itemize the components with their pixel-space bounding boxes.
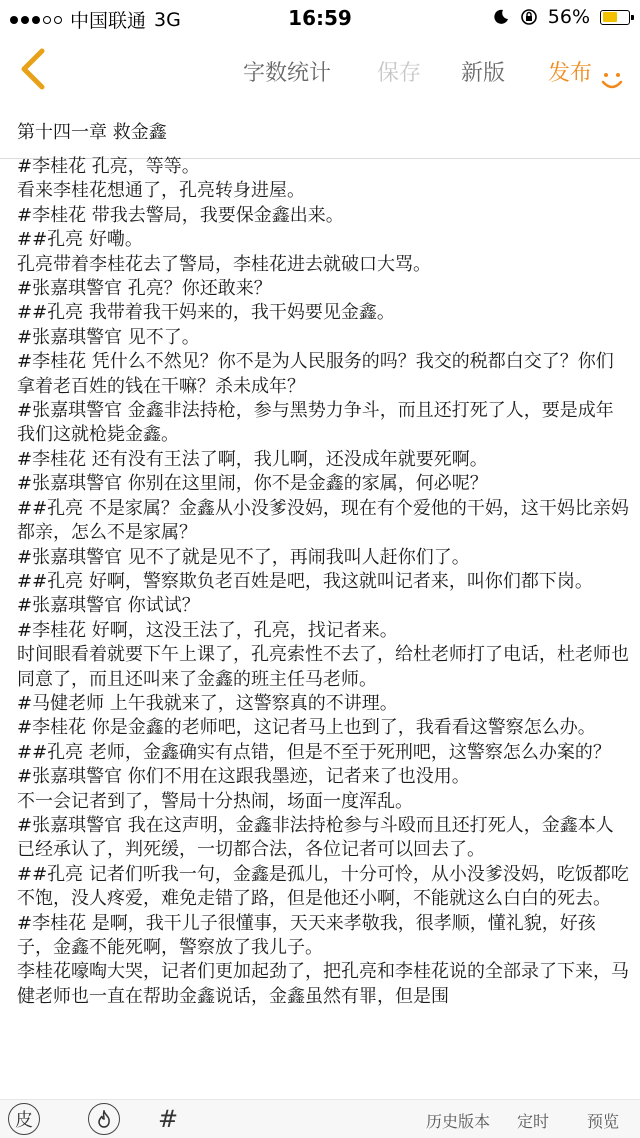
paragraph[interactable]: ##孔亮 老师，金鑫确实有点错，但是不至于死刑吧，这警察怎么办案的？: [17, 741, 611, 763]
paragraph[interactable]: #张嘉琪警官 你试试？: [17, 595, 200, 617]
paragraph[interactable]: 不一会记者到了，警局十分热闹，场面一度浑乱。: [17, 790, 413, 812]
rotation-lock-icon: [520, 8, 538, 26]
network-type: 3G: [154, 8, 181, 31]
hashtag-button[interactable]: #: [158, 1105, 179, 1133]
new-version-button[interactable]: 新版: [461, 61, 506, 86]
paragraph[interactable]: #李桂花 你是金鑫的老师吧，这记者马上也到了，我看看这警察怎么办。: [17, 717, 596, 739]
paragraph[interactable]: #张嘉琪警官 你们不用在这跟我墨迹，记者来了也没用。: [17, 766, 470, 788]
battery-percent: 56%: [547, 6, 590, 28]
timer-button[interactable]: 定时: [517, 1112, 550, 1131]
paragraph[interactable]: #李桂花 好啊，这没王法了，孔亮，找记者来。: [17, 619, 398, 641]
status-right: [492, 6, 630, 28]
paragraph[interactable]: #张嘉琪警官 金鑫非法持枪，参与黑势力争斗，而且还打死了人，要是成年我们这就枪毙金鑫。: [17, 400, 614, 446]
carrier-name: 中国联通: [70, 10, 147, 32]
paragraph[interactable]: #张嘉琪警官 你别在这里闹，你不是金鑫的家属，何必呢？: [17, 473, 488, 495]
paragraph[interactable]: 时间眼看着就要下午上课了，孔亮索性不去了，给杜老师打了电话，杜老师也同意了，而且还叫来了金鑫的班主任马老师。: [17, 644, 629, 690]
battery-icon: [600, 10, 630, 25]
paragraph[interactable]: #李桂花 是啊，我干儿子很懂事，天天来孝敬我，很孝顺，懂礼貌，好孩子，金鑫不能死啊，警察放了我儿子。: [17, 912, 596, 958]
history-version-button[interactable]: 历史版本: [426, 1112, 491, 1131]
paragraph[interactable]: 李桂花嚎啕大哭，记者们更加起劲了，把孔亮和李桂花说的全部录了下来，马健老师也一直在帮助金鑫说话，金鑫虽然有罪，但是围: [17, 961, 629, 1007]
paragraph[interactable]: ##孔亮 记者们听我一句，金鑫是孤儿，十分可怜，从小没爹没妈，吃饭都吃不饱，没人疼爱，难免走错了路，但是他还小啊，不能就这么白白的死去。: [17, 863, 629, 910]
chevron-left-icon: [18, 47, 46, 91]
paragraph[interactable]: #张嘉琪警官 孔亮？你还敢来？: [17, 278, 272, 300]
paragraph[interactable]: ##孔亮 我带着我干妈来的，我干妈要见金鑫。: [17, 302, 395, 324]
word-count-button[interactable]: 字数统计: [243, 61, 332, 86]
paragraph[interactable]: #李桂花 孔亮，等等。: [17, 156, 200, 177]
paragraph[interactable]: #李桂花 凭什么不然见？你不是为人民服务的吗？我交的税都白交了？你们拿着老百姓的钱在干嘛？杀未成年？: [17, 351, 614, 397]
paragraph[interactable]: 孔亮带着李桂花去了警局，李桂花进去就破口大骂。: [17, 253, 431, 275]
battery-level: [603, 12, 617, 22]
skin-button[interactable]: [8, 1103, 40, 1135]
chapter-title[interactable]: 第十四一章 救金鑫: [17, 122, 167, 143]
skin-button-label: 皮: [15, 1110, 33, 1131]
paragraph[interactable]: #李桂花 带我去警局，我要保金鑫出来。: [17, 204, 344, 226]
flame-icon: [96, 1110, 112, 1128]
paragraph[interactable]: #张嘉琪警官 见不了。: [17, 326, 200, 348]
paragraph[interactable]: #张嘉琪警官 见不了就是见不了，再闹我叫人赶你们了。: [17, 546, 470, 568]
paragraph[interactable]: #李桂花 还有没有王法了啊，我儿啊，还没成年就要死啊。: [17, 448, 488, 470]
save-button[interactable]: 保存: [377, 61, 422, 86]
paragraph[interactable]: ##孔亮 好嘞。: [17, 229, 143, 251]
paragraph[interactable]: #马健老师 上午我就来了，这警察真的不讲理。: [17, 692, 398, 714]
chapter-body-editor[interactable]: [17, 155, 629, 1099]
paragraph[interactable]: ##孔亮 好啊，警察欺负老百姓是吧，我这就叫记者来，叫你们都下岗。: [17, 570, 593, 592]
status-bar: [0, 0, 640, 36]
editor-toolbar: [0, 36, 640, 102]
preview-button[interactable]: 预览: [587, 1112, 620, 1131]
paragraph[interactable]: #张嘉琪警官 我在这声明，金鑫非法持枪参与斗殴而且还打死人，金鑫本人已经承认了，判死缓，一切都合法，各位记者可以回去了。: [17, 814, 614, 861]
clock: 16:59: [288, 6, 352, 30]
smile-icon: [600, 70, 624, 92]
editor-bottom-bar: [0, 1099, 640, 1138]
paragraph[interactable]: ##孔亮 不是家属？金鑫从小没爹没妈，现在有个爱他的干妈，这干妈比亲妈都亲，怎么不是家属？: [17, 497, 629, 544]
paragraph[interactable]: 看来李桂花想通了，孔亮转身进屋。: [17, 180, 305, 202]
back-button[interactable]: [12, 44, 52, 94]
flame-button[interactable]: [88, 1103, 120, 1135]
alarm-icon: [492, 8, 510, 26]
publish-button[interactable]: 发布: [548, 61, 593, 86]
